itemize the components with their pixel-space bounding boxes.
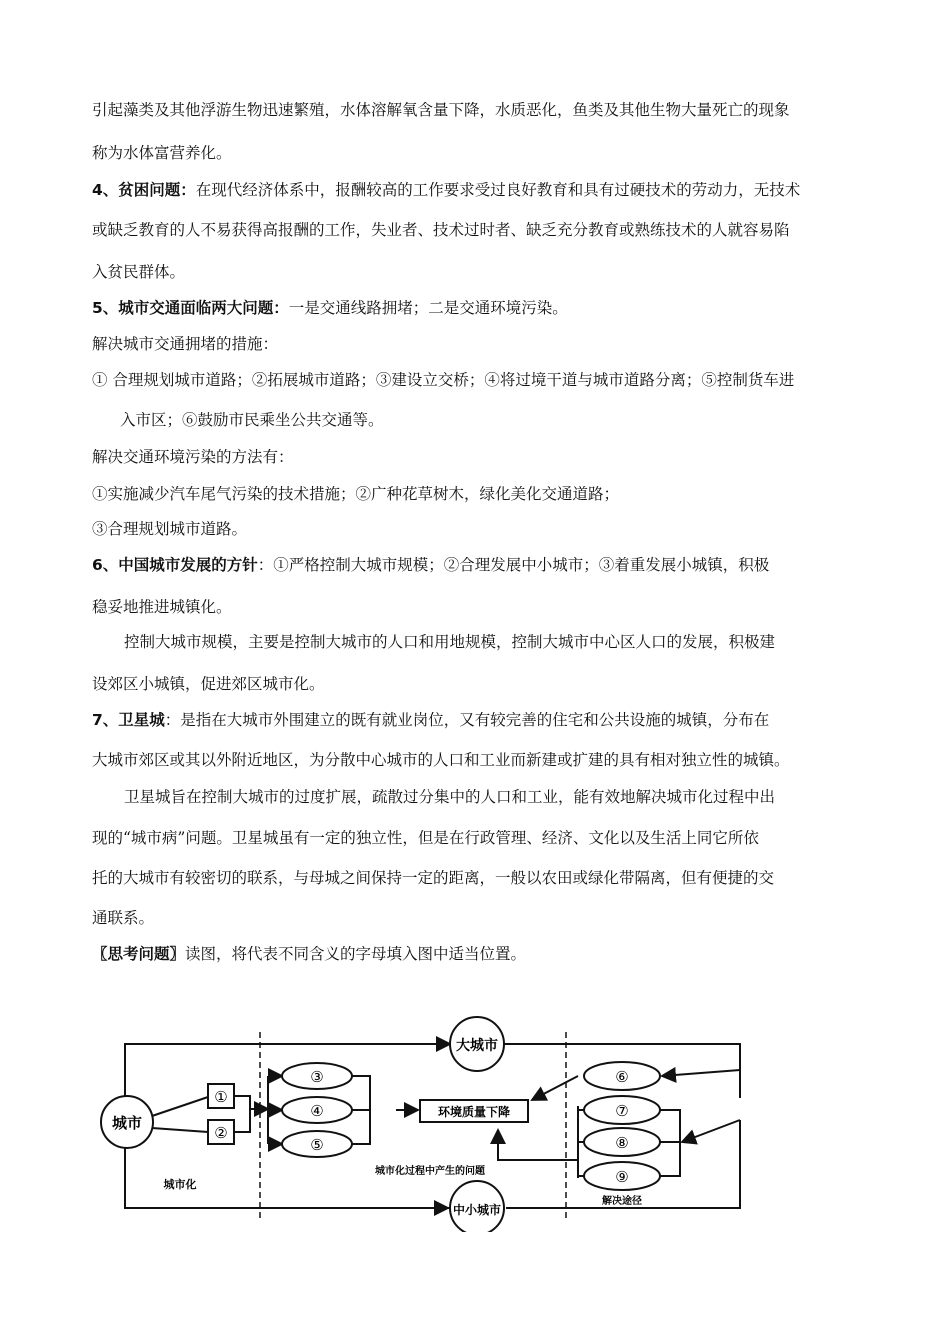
think-text: 读图，将代表不同含义的字母填入图中适当位置。 — [185, 945, 527, 963]
paragraph-line: 通联系。 — [92, 909, 155, 927]
sub-heading: 解决交通环境污染的方法有： — [92, 448, 294, 466]
paragraph-text: 一是交通线路拥堵；二是交通环境污染。 — [288, 299, 568, 317]
oval-6-label: ⑥ — [615, 1068, 629, 1086]
oval-5-label: ⑤ — [310, 1136, 324, 1154]
urbanization-diagram — [100, 1010, 760, 1232]
list-item-continuation: 入市区；⑥鼓励市民乘坐公共交通等。 — [120, 411, 384, 429]
paragraph-line: 现的“城市病”问题。卫星城虽有一定的独立性，但是在行政管理、经济、文化以及生活上同它所依 — [92, 829, 759, 847]
arrow — [532, 1076, 578, 1100]
list-item: ③合理规划城市道路。 — [92, 520, 248, 538]
paragraph-line: 大城市郊区或其以外附近地区，为分散中心城市的人口和工业而新建或扩建的具有相对独立性的城镇。 — [92, 751, 790, 769]
connector-line — [152, 1128, 208, 1132]
section-label-solutions: 解决途径 — [602, 1196, 642, 1207]
box-2-label: ② — [214, 1124, 228, 1142]
env-quality-label: 环境质量下降 — [437, 1105, 511, 1119]
paragraph-line: 控制大城市规模，主要是控制大城市的人口和用地规模，控制大城市中心区人口的发展，积极建 — [124, 633, 776, 651]
paragraph-text: 在现代经济体系中，报酬较高的工作要求受过良好教育和具有过硬技术的劳动力，无技术 — [195, 181, 801, 199]
connector-line — [152, 1097, 208, 1116]
section-heading: 5、城市交通面临两大问题： — [92, 299, 289, 317]
section-4 — [92, 180, 800, 200]
oval-4-label: ④ — [310, 1102, 324, 1120]
paragraph-line: 或缺乏教育的人不易获得高报酬的工作，失业者、技术过时者、缺乏充分教育或熟练技术的人就容易陷 — [92, 221, 790, 239]
oval-3-label: ③ — [310, 1068, 324, 1086]
list-item: ① 合理规划城市道路；②拓展城市道路；③建设立交桥；④将过境干道与城市道路分离；⑤控制货车进 — [92, 371, 795, 389]
paragraph-line: 托的大城市有较密切的联系，与母城之间保持一定的距离，一般以农田或绿化带隔离，但有便捷的交 — [92, 869, 775, 887]
oval-8-label: ⑧ — [615, 1134, 629, 1152]
box-1-label: ① — [214, 1088, 228, 1106]
paragraph-line: 入贫民群体。 — [92, 263, 186, 281]
small-city-label: 中小城市 — [452, 1203, 502, 1217]
think-question — [92, 944, 526, 964]
paragraph-line: 称为水体富营养化。 — [92, 144, 232, 162]
arrow — [662, 1070, 740, 1076]
section-5 — [92, 298, 568, 318]
paragraph-line: 引起藻类及其他浮游生物迅速繁殖，水体溶解氧含量下降，水质恶化，鱼类及其他生物大量死亡的现象 — [92, 101, 790, 119]
paragraph-text: ：是指在大城市外围建立的既有就业岗位，又有较完善的住宅和公共设施的城镇，分布在 — [164, 711, 770, 729]
section-6 — [92, 555, 769, 575]
section-heading: 4、贫困问题： — [92, 181, 196, 199]
paragraph-line: 卫星城旨在控制大城市的过度扩展，疏散过分集中的人口和工业，能有效地解决城市化过程中出 — [124, 788, 776, 806]
city-label: 城市 — [111, 1114, 143, 1132]
paragraph-line: 设郊区小城镇，促进郊区城市化。 — [92, 675, 325, 693]
section-heading: 7、卫星城 — [92, 711, 165, 729]
paragraph-text: ：①严格控制大城市规模；②合理发展中小城市；③着重发展小城镇，积极 — [257, 556, 770, 574]
paragraph-line: 稳妥地推进城镇化。 — [92, 598, 232, 616]
section-7 — [92, 710, 769, 730]
section-label-urbanization: 城市化 — [163, 1178, 197, 1191]
section-label-problems: 城市化过程中产生的问题 — [375, 1166, 485, 1177]
big-city-label: 大城市 — [456, 1038, 498, 1054]
section-heading: 6、中国城市发展的方针 — [92, 556, 258, 574]
list-item: ①实施减少汽车尾气污染的技术措施；②广种花草树木，绿化美化交通道路； — [92, 485, 620, 503]
sub-heading: 解决城市交通拥堵的措施： — [92, 335, 279, 353]
oval-7-label: ⑦ — [615, 1102, 629, 1120]
oval-9-label: ⑨ — [615, 1168, 629, 1186]
connector-line — [234, 1096, 250, 1132]
think-heading: 〖思考问题〗 — [92, 945, 186, 963]
arrow — [682, 1120, 740, 1142]
